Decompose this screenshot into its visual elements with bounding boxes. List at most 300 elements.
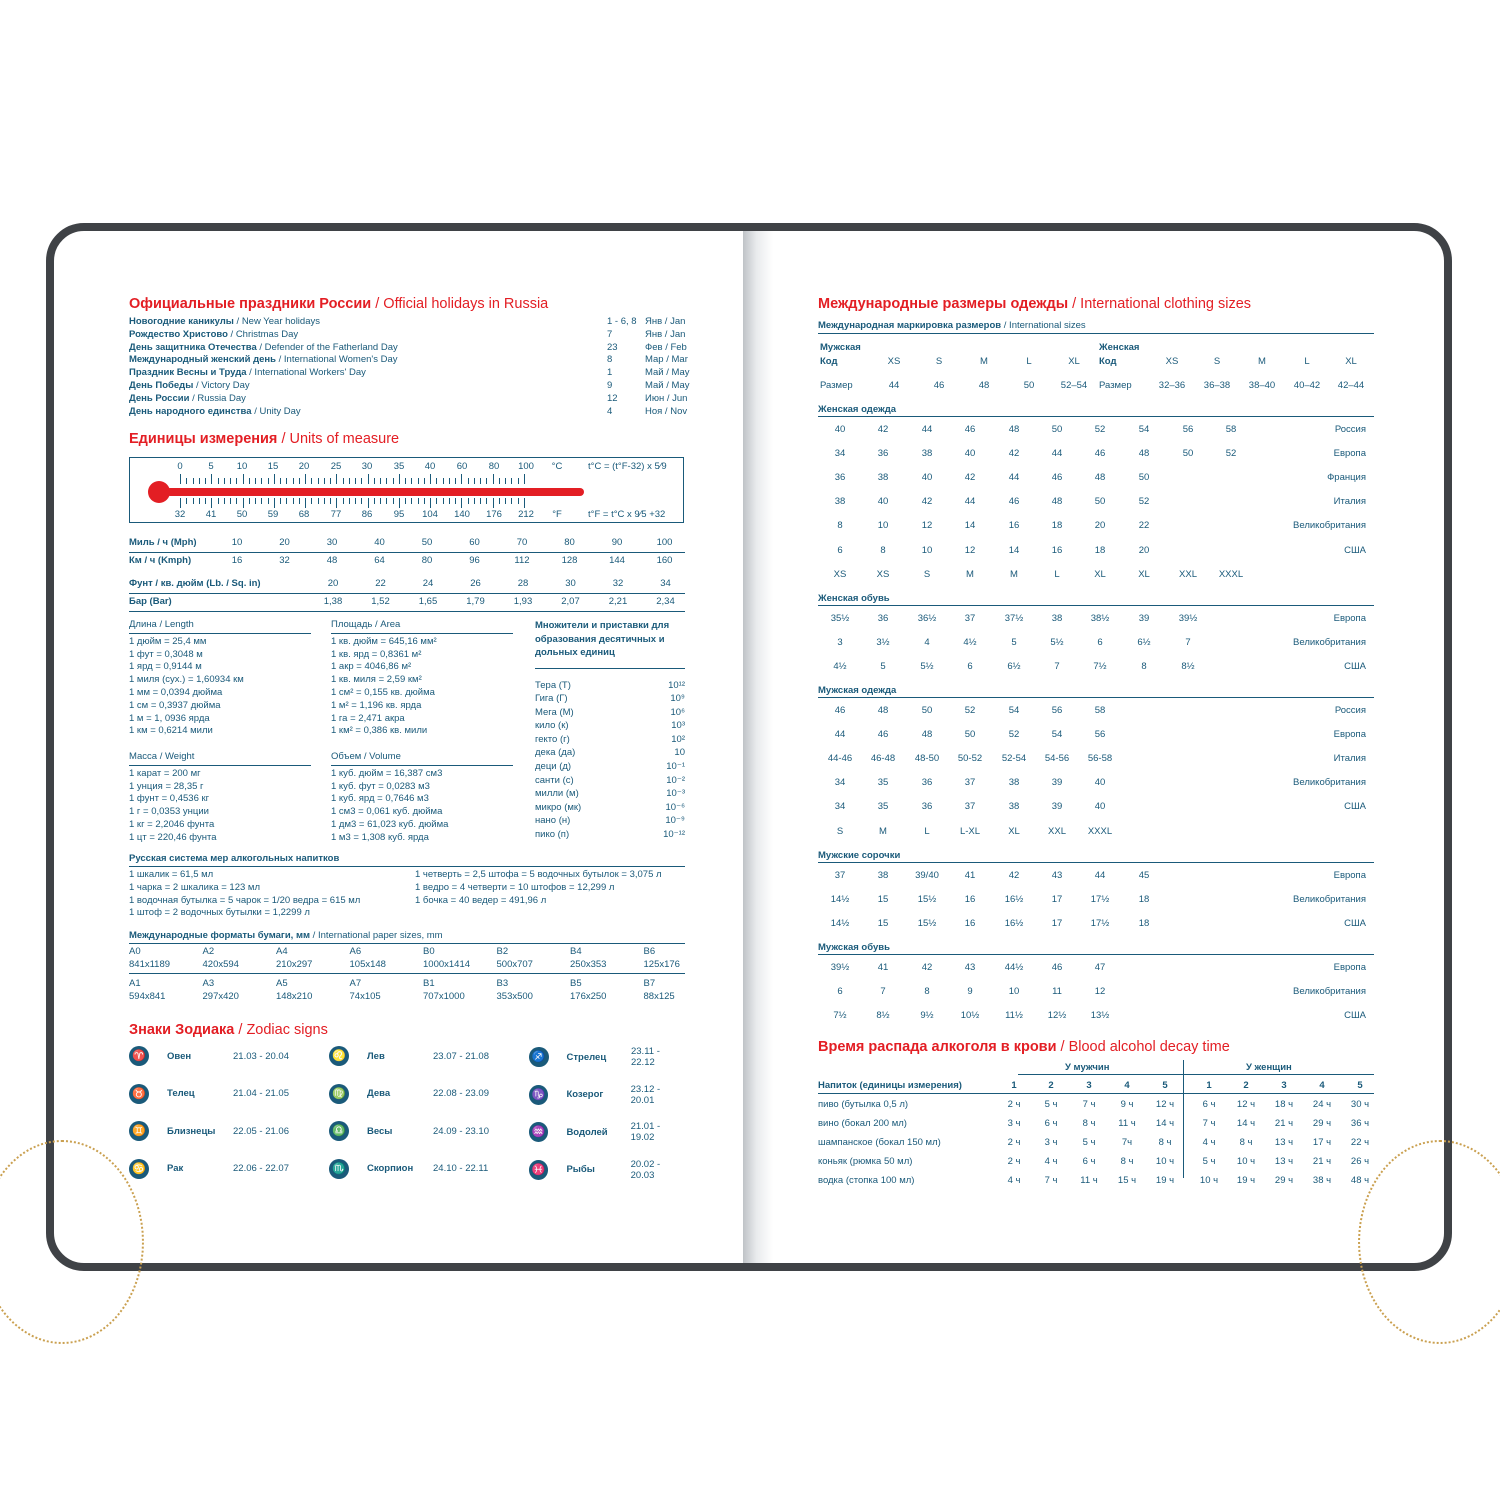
block-item: 1 кв. миля = 2,59 км² [331, 674, 422, 686]
zodiac-sign [329, 1046, 489, 1066]
paper-size-cell [276, 978, 312, 1004]
size-value: 44 [964, 496, 976, 508]
prefix-value: 10 [674, 747, 685, 759]
prefix-value: 10⁻¹² [663, 829, 685, 841]
scale-tick [518, 498, 519, 504]
holiday-name-en: / Defender of the Fatherland Day [259, 341, 398, 353]
size-value: 52 [1008, 729, 1020, 741]
celsius-tick-label: 0 [177, 461, 183, 472]
zodiac-sign [529, 1121, 685, 1143]
zodiac-sign [529, 1084, 685, 1106]
paper-dimensions: 74x105 [349, 990, 381, 1002]
zodiac-name: Овен [167, 1050, 192, 1062]
prefix-name: дека (да) [535, 747, 576, 759]
size-value: 16 [1008, 520, 1020, 532]
decay-col-men: 1 [1011, 1080, 1017, 1091]
scale-tick [424, 498, 425, 504]
size-row [818, 613, 1374, 627]
scale-tick [524, 474, 525, 484]
size-value: 38 [834, 496, 846, 508]
alcohol-measure-item: 1 ведро = 4 четверти = 10 штофов = 12,299 л [415, 881, 615, 893]
unit-value: 50 [421, 537, 433, 548]
celsius-tick-label: 100 [518, 461, 534, 472]
women-size: 38–40 [1248, 380, 1276, 391]
scale-tick [411, 478, 412, 484]
size-value: 46 [877, 729, 889, 741]
scale-tick [455, 498, 456, 504]
scale-tick [324, 498, 325, 504]
size-value: 56-58 [1087, 753, 1113, 765]
size-value: XXL [1179, 568, 1197, 580]
holiday-name-ru: День Победы [129, 379, 194, 391]
size-value: 50 [1182, 448, 1194, 460]
size-value: 39 [1051, 777, 1063, 789]
size-value: 36 [877, 612, 889, 624]
size-value: 48 [1008, 424, 1020, 435]
holiday-row [129, 316, 685, 329]
block-item: 1 см² = 0,155 кв. дюйма [331, 686, 435, 698]
zodiac-sign [129, 1084, 289, 1104]
prefix-value: 10⁻⁶ [665, 801, 685, 813]
scale-tick [436, 478, 437, 484]
decay-value: 4 ч [1202, 1137, 1216, 1148]
scale-tick [368, 474, 369, 484]
scale-tick [324, 478, 325, 484]
holiday-name-ru: Новогодние каникулы [129, 316, 234, 327]
size-value: L-XL [959, 825, 981, 837]
scale-tick [486, 478, 487, 484]
scale-tick [193, 498, 194, 504]
unit-value: 30 [326, 537, 338, 548]
scale-tick [524, 498, 525, 508]
holiday-row [129, 392, 688, 406]
scale-tick [330, 478, 331, 484]
scale-tick [393, 498, 394, 504]
size-value: 4½ [963, 636, 977, 648]
scale-tick [211, 498, 212, 508]
block-item: 1 куб. фут = 0,0283 м3 [331, 780, 430, 792]
scale-tick [480, 478, 481, 484]
size-value: 8½ [1181, 660, 1195, 672]
scale-tick [374, 478, 375, 484]
unit-value: 70 [516, 537, 528, 548]
size-country: Европа [1333, 729, 1366, 741]
size-value: 48-50 [914, 753, 940, 765]
size-value: 56 [1051, 705, 1063, 716]
unit-value: 34 [660, 578, 671, 589]
women-size: 40–42 [1293, 380, 1321, 391]
size-value: 46 [1094, 448, 1106, 460]
celsius-formula: t°C = (t°F-32) x 5⁄9 [588, 461, 667, 472]
zodiac-name: Весы [367, 1125, 393, 1137]
scale-tick [249, 478, 250, 484]
block-item: 1 кв. ярд = 0,8361 м² [331, 648, 422, 660]
alcohol-decay-title-ru: Время распада алкоголя в крови [818, 1039, 1057, 1055]
decay-value: 26 ч [1350, 1156, 1370, 1167]
holiday-month: Ноя / Nov [645, 405, 688, 417]
holiday-month: Май / May [645, 379, 690, 391]
scale-tick [261, 498, 262, 504]
decay-value: 15 ч [1117, 1175, 1137, 1186]
scale-tick [199, 478, 200, 484]
size-country: Россия [1334, 424, 1366, 435]
paper-format: A1 [129, 978, 141, 989]
scale-tick [493, 498, 494, 508]
size-value: 58 [1225, 424, 1237, 435]
size-value: M [879, 825, 887, 837]
alcohol-measure-item: 1 бочка = 40 ведер = 491,96 л [415, 894, 547, 906]
scale-tick [205, 478, 206, 484]
size-value: 3½ [876, 636, 890, 648]
size-value: 46 [1051, 472, 1063, 484]
size-value: 58 [1094, 705, 1106, 716]
paper-dimensions: 176x250 [570, 990, 607, 1002]
men-code-label: Код [820, 356, 838, 367]
paper-size-cell [644, 946, 680, 972]
block-item: 1 дм3 = 61,023 куб. дюйма [331, 818, 449, 830]
scale-tick [430, 498, 431, 508]
decay-value: 7 ч [1044, 1175, 1058, 1186]
block-title: Длина / Length [129, 619, 311, 634]
size-value: 6 [967, 660, 973, 672]
size-country: США [1344, 544, 1366, 556]
alcohol-measure-item: 1 четверть = 2,5 штофа = 5 водочных бутылок = 3,075 л [415, 869, 662, 880]
prefix-value: 10⁶ [670, 706, 685, 718]
decay-drink: пиво (бутылка 0,5 л) [818, 1099, 909, 1110]
size-value: XL [1008, 825, 1020, 837]
size-value: 10 [877, 520, 889, 532]
paper-size-cell [644, 978, 675, 1004]
holiday-name [129, 406, 607, 419]
prefix-row [535, 719, 685, 733]
size-value: 6 [837, 544, 843, 556]
size-value: 38½ [1090, 612, 1110, 624]
prefix-name: санти (с) [535, 774, 574, 786]
unit-row-label: Км / ч (Kmph) [129, 555, 192, 566]
zodiac-dates: 23.11 - 22.12 [630, 1046, 660, 1068]
holiday-name-en: / Unity Day [254, 405, 301, 417]
unit-value: 90 [611, 537, 623, 548]
alcohol-measure-item: 1 водочная бутылка = 5 чарок = 1/20 ведра = 615 мл [129, 894, 361, 906]
decay-value: 36 ч [1350, 1118, 1370, 1129]
unit-value: 2,34 [656, 596, 675, 607]
size-country: Европа [1333, 612, 1366, 624]
size-value: 16 [964, 917, 976, 929]
block-item: 1 миля (сух.) = 1,60934 км [129, 674, 244, 686]
scale-tick [449, 478, 450, 484]
holiday-name-en: / Christmas Day [230, 328, 299, 340]
unit-value: 100 [656, 537, 673, 548]
scale-tick [349, 498, 350, 504]
size-value: 37 [964, 777, 976, 789]
size-value: 46-48 [870, 753, 896, 765]
holiday-day: 23 [607, 341, 618, 353]
unit-value: 112 [514, 555, 530, 566]
scale-tick [205, 498, 206, 504]
paper-format: B0 [423, 946, 435, 957]
intl-sizes-title-ru: Международная маркировка размеров [818, 320, 1002, 331]
zodiac-sign [529, 1159, 685, 1181]
unit-row [129, 554, 685, 570]
paper-format: A6 [349, 946, 362, 957]
size-row [818, 826, 1374, 840]
decay-value: 38 ч [1312, 1175, 1332, 1186]
scale-tick [224, 498, 225, 504]
scale-tick [305, 474, 306, 484]
men-size: 52–54 [1060, 380, 1088, 391]
size-country: Италия [1333, 753, 1366, 765]
size-value: 34 [834, 777, 846, 789]
zodiac-name: Козерог [566, 1089, 604, 1100]
unit-value: 30 [565, 578, 576, 589]
block-item: 1 куб. дюйм = 16,387 см3 [331, 767, 443, 779]
size-row [818, 986, 1374, 1000]
scale-tick [318, 498, 319, 504]
size-value: 37 [964, 801, 976, 813]
size-value: 7 [1054, 660, 1060, 672]
prefix-row [535, 801, 685, 815]
prefix-value: 10² [671, 733, 685, 745]
size-value: 40 [1094, 801, 1106, 813]
prefix-name: Мега (М) [535, 706, 574, 718]
prefix-value: 10⁻² [666, 774, 685, 786]
men-size: 50 [1023, 380, 1035, 391]
unit-value: 26 [470, 578, 481, 589]
celsius-tick-label: 10 [236, 461, 248, 472]
scale-tick [280, 498, 281, 504]
scale-tick [474, 498, 475, 504]
block-item: 1 м = 1, 0936 ярда [129, 712, 210, 724]
prefix-name: кило (к) [535, 720, 569, 732]
prefix-row [535, 760, 685, 774]
decay-value: 30 ч [1350, 1099, 1370, 1110]
scale-tick [511, 498, 512, 504]
alcohol-measure-item: 1 штоф = 2 водочных бутылки = 1,2299 л [129, 907, 310, 919]
size-value: 52 [1225, 448, 1237, 460]
unit-value: 1,52 [371, 596, 390, 607]
size-value: 35 [877, 801, 889, 813]
prefix-value: 10³ [671, 720, 685, 732]
size-value: 5 [880, 660, 886, 672]
holiday-month: Янв / Jan [645, 316, 686, 327]
notebook-spine [743, 231, 773, 1263]
unit-row-label: Бар (Bar) [129, 596, 172, 607]
scale-tick [449, 498, 450, 504]
paper-sizes-title [129, 930, 685, 944]
decay-value: 8 ч [1158, 1137, 1172, 1148]
size-value: 17½ [1090, 917, 1110, 929]
men-size: 44 [888, 380, 900, 391]
size-value: 44 [834, 729, 846, 741]
zodiac-dates: 20.02 - 20.03 [630, 1158, 661, 1181]
units-title [129, 429, 399, 449]
size-row [818, 637, 1374, 651]
alcohol-decay-table [818, 1060, 1374, 1190]
scale-tick [436, 498, 437, 504]
scale-tick [293, 498, 294, 504]
size-value: 46 [964, 424, 976, 435]
size-value: 54 [1138, 424, 1150, 435]
women-code: M [1258, 356, 1266, 367]
celsius-tick-label: 30 [361, 461, 373, 472]
block-item: 1 унция = 28,35 г [129, 780, 204, 792]
decay-value: 3 ч [1007, 1118, 1021, 1129]
size-value: 14½ [830, 893, 850, 905]
decay-col-women: 3 [1281, 1080, 1287, 1091]
zodiac-dates: 22.06 - 22.07 [233, 1163, 289, 1174]
size-value: 37 [834, 869, 846, 881]
intl-sizes-title-en: / International sizes [1003, 320, 1086, 331]
scale-tick [180, 474, 181, 484]
decay-drink: вино (бокал 200 мл) [818, 1118, 907, 1129]
size-row [818, 496, 1374, 510]
prefix-row [535, 733, 685, 747]
scale-tick [518, 478, 519, 484]
prefix-name: нано (н) [535, 815, 571, 827]
decay-value: 29 ч [1312, 1118, 1332, 1129]
size-country: Европа [1333, 448, 1366, 460]
size-value: 6 [837, 986, 843, 997]
zodiac-name: Телец [167, 1088, 195, 1099]
scale-tick [399, 498, 400, 508]
size-value: 20 [1094, 520, 1106, 532]
fahrenheit-tick-label: 176 [486, 509, 502, 520]
holiday-row [129, 342, 685, 355]
block-item: 1 га = 2,471 акра [331, 712, 405, 724]
size-value: 56 [1182, 424, 1194, 435]
size-value: XXXL [1218, 568, 1244, 580]
paper-dimensions: 353x500 [496, 990, 533, 1002]
holiday-day: 7 [607, 328, 613, 340]
holiday-name-ru: Рождество Христово [129, 328, 228, 340]
holidays-list [129, 316, 690, 418]
decay-value: 7 ч [1202, 1118, 1216, 1129]
size-value: 42 [1008, 448, 1020, 460]
scale-tick [418, 498, 419, 504]
scale-tick [430, 474, 431, 484]
block-item: 1 карат = 200 мг [129, 767, 201, 779]
scale-tick [355, 478, 356, 484]
scale-tick [343, 478, 344, 484]
prefix-row [535, 706, 685, 720]
thermometer-tube [166, 488, 584, 496]
paper-size-cell [423, 946, 470, 972]
size-value: 46 [1008, 496, 1020, 508]
zodiac-4-icon: ♋ [129, 1159, 149, 1179]
scale-tick [299, 498, 300, 504]
unit-value: 32 [279, 555, 290, 566]
size-country: США [1344, 801, 1366, 813]
scale-tick [361, 498, 362, 504]
size-value: 50 [1138, 472, 1150, 484]
holiday-row [129, 379, 690, 393]
units-title-ru: Единицы измерения [129, 431, 278, 447]
paper-format: A4 [276, 946, 288, 957]
scale-tick [468, 478, 469, 484]
paper-dimensions: 210x297 [276, 958, 313, 970]
zodiac-sign [129, 1159, 289, 1179]
size-row [818, 729, 1374, 743]
holiday-day: 4 [607, 405, 613, 417]
holiday-name [129, 393, 607, 406]
size-row [818, 520, 1374, 534]
size-value: 40 [834, 424, 846, 435]
size-value: 42 [964, 472, 976, 484]
decay-value: 2 ч [1007, 1099, 1021, 1110]
block-title: Площадь / Area [331, 619, 513, 634]
prefix-row [535, 787, 685, 801]
men-size: 46 [933, 380, 945, 391]
block-item: 1 см3 = 0,061 куб. дюйма [331, 806, 443, 818]
paper-size-cell [350, 946, 386, 972]
size-value: 50 [1094, 496, 1106, 508]
scale-tick [499, 478, 500, 484]
size-value: 5½ [1050, 636, 1064, 648]
decay-value: 13 ч [1274, 1137, 1294, 1148]
paper-size-cell [203, 946, 239, 972]
size-value: 17½ [1090, 893, 1110, 905]
scale-tick [311, 498, 312, 504]
scale-tick [343, 498, 344, 504]
zodiac-name: Рак [167, 1163, 184, 1174]
unit-value: 40 [374, 537, 385, 548]
scale-tick [418, 478, 419, 484]
size-value: 18 [1094, 544, 1106, 556]
size-value: 36 [877, 448, 889, 460]
zodiac-dates: 23.12 - 20.01 [630, 1083, 661, 1106]
fahrenheit-unit: °F [552, 509, 562, 520]
fahrenheit-tick-label: 59 [267, 509, 279, 520]
size-value: 18 [1138, 893, 1150, 905]
size-value: 38 [877, 472, 889, 484]
size-value: XS [876, 568, 890, 580]
women-size: 36–38 [1203, 380, 1231, 391]
fahrenheit-tick-label: 50 [236, 509, 248, 520]
unit-value: 1,93 [513, 596, 533, 607]
zodiac-8-icon: ♏ [329, 1159, 349, 1179]
women-size: 42–44 [1337, 380, 1365, 391]
men-code: XL [1068, 356, 1080, 367]
size-value: 40 [964, 448, 976, 460]
scale-tick [368, 498, 369, 508]
scale-tick [405, 478, 406, 484]
size-value: 7½ [1093, 660, 1107, 672]
size-value: 22 [1138, 520, 1150, 532]
holiday-name [129, 316, 607, 329]
zodiac-10-icon: ♑ [529, 1085, 548, 1105]
size-value: 12 [921, 520, 933, 532]
size-row [818, 705, 1374, 719]
zodiac-name: Близнецы [167, 1125, 216, 1137]
size-value: 15½ [917, 917, 937, 929]
scale-tick [268, 478, 269, 484]
clothing-section-title: Мужская обувь [818, 942, 1374, 955]
size-value: 37½ [1004, 612, 1024, 624]
size-value: 15½ [917, 893, 937, 905]
size-value: 14½ [830, 917, 850, 929]
paper-sizes [129, 930, 685, 1002]
size-value: 50 [921, 705, 933, 716]
decay-value: 2 ч [1007, 1137, 1021, 1148]
scale-tick [336, 474, 337, 484]
paper-size-cell [497, 978, 533, 1004]
scale-tick [393, 478, 394, 484]
decay-value: 17 ч [1312, 1137, 1332, 1148]
decay-top-rule [1018, 1074, 1374, 1075]
size-value: 44 [1094, 869, 1106, 881]
unit-value: 80 [421, 555, 433, 566]
zodiac-sign [329, 1121, 489, 1141]
